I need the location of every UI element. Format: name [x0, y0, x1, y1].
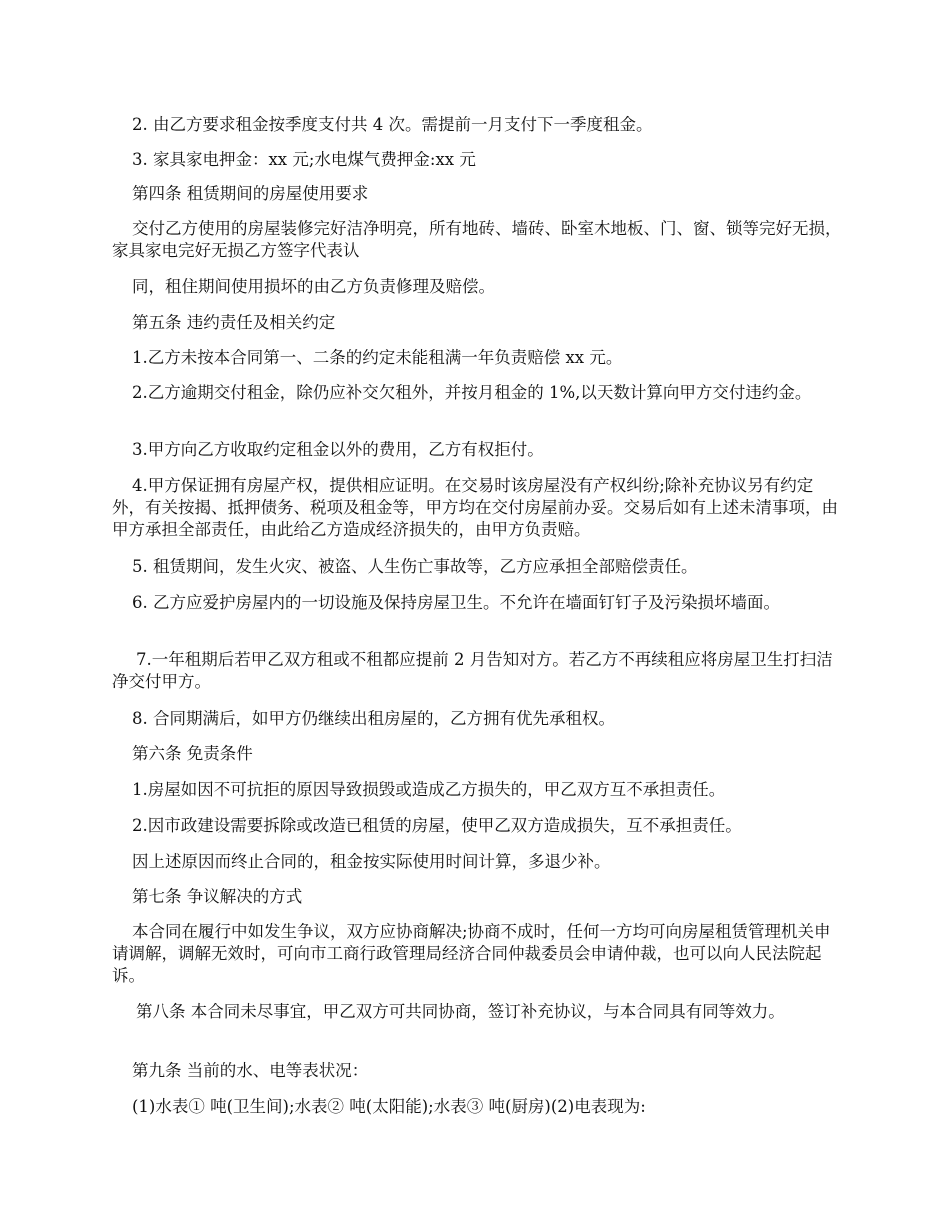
heading-article-6: 第六条 免责条件: [132, 744, 253, 763]
paragraph-exemption-1: 1.房屋如因不可抗拒的原因导致损毁或造成乙方损失的，甲乙双方互不承担责任。: [132, 780, 726, 799]
paragraph-damage-repair: 同，租住期间使用损坏的由乙方负责修理及赔偿。: [132, 277, 495, 296]
paragraph-rent-quarterly: 2. 由乙方要求租金按季度支付共 4 次。需提前一月支付下一季度租金。: [132, 115, 653, 134]
paragraph-breach-7: 7.一年租期后若甲乙双方租或不租都应提前 2 月告知对方。若乙方不再续租应将房屋卫生打扫洁净交付甲方。: [112, 650, 833, 691]
paragraph-deposit: 3. 家具家电押金：xx 元;水电煤气费押金:xx 元: [132, 150, 476, 169]
paragraph-breach-4: 4.甲方保证拥有房屋产权，提供相应证明。在交易时该房屋没有产权纠纷;除补充协议另有约定外，有关按揭、抵押债务、税项及租金等，甲方均在交付房屋前办妥。交易后如有上述未清事项，由甲方承担全部责任，由此给乙方造成经济损失的，由甲方负责赔。: [112, 476, 838, 539]
paragraph-exemption-2: 2.因市政建设需要拆除或改造已租赁的房屋，使甲乙双方造成损失，互不承担责任。: [132, 816, 742, 835]
heading-article-9: 第九条 当前的水、电等表状况：: [132, 1061, 369, 1080]
paragraph-breach-8: 8. 合同期满后，如甲方仍继续出租房屋的，乙方拥有优先承租权。: [132, 709, 615, 728]
paragraph-dispute: 本合同在履行中如发生争议，双方应协商解决;协商不成时，任何一方均可向房屋租赁管理机关申请调解，调解无效时，可向市工商行政管理局经济合同仲裁委员会申请仲裁，也可以向人民法院起诉。: [112, 922, 831, 985]
paragraph-exemption-3: 因上述原因而终止合同的，租金按实际使用时间计算，多退少补。: [132, 852, 611, 871]
paragraph-article-8: 第八条 本合同未尽事宜，甲乙双方可共同协商，签订补充协议，与本合同具有同等效力。: [136, 1002, 785, 1021]
paragraph-breach-1: 1.乙方未按本合同第一、二条的约定未能租满一年负责赔偿 xx 元。: [132, 348, 623, 367]
paragraph-meter-status: (1)水表① 吨(卫生间);水表② 吨(太阳能);水表③ 吨(厨房)(2)电表现为:: [132, 1097, 646, 1116]
paragraph-breach-5: 5. 租赁期间，发生火灾、被盗、人生伤亡事故等，乙方应承担全部赔偿责任。: [132, 557, 698, 576]
paragraph-house-condition: 交付乙方使用的房屋装修完好洁净明亮，所有地砖、墙砖、卧室木地板、门、窗、锁等完好无损，家具家电完好无损乙方签字代表认: [112, 219, 842, 260]
paragraph-breach-3: 3.甲方向乙方收取约定租金以外的费用，乙方有权拒付。: [132, 440, 544, 459]
heading-article-4: 第四条 租赁期间的房屋使用要求: [132, 184, 369, 203]
paragraph-breach-2: 2.乙方逾期交付租金，除仍应补交欠租外，并按月租金的 1%,以天数计算向甲方交付违约金。: [132, 383, 812, 402]
heading-article-7: 第七条 争议解决的方式: [132, 887, 303, 906]
heading-article-5: 第五条 违约责任及相关约定: [132, 313, 336, 332]
paragraph-breach-6: 6. 乙方应爱护房屋内的一切设施及保持房屋卫生。不允许在墙面钉钉子及污染损坏墙面。: [132, 593, 780, 612]
